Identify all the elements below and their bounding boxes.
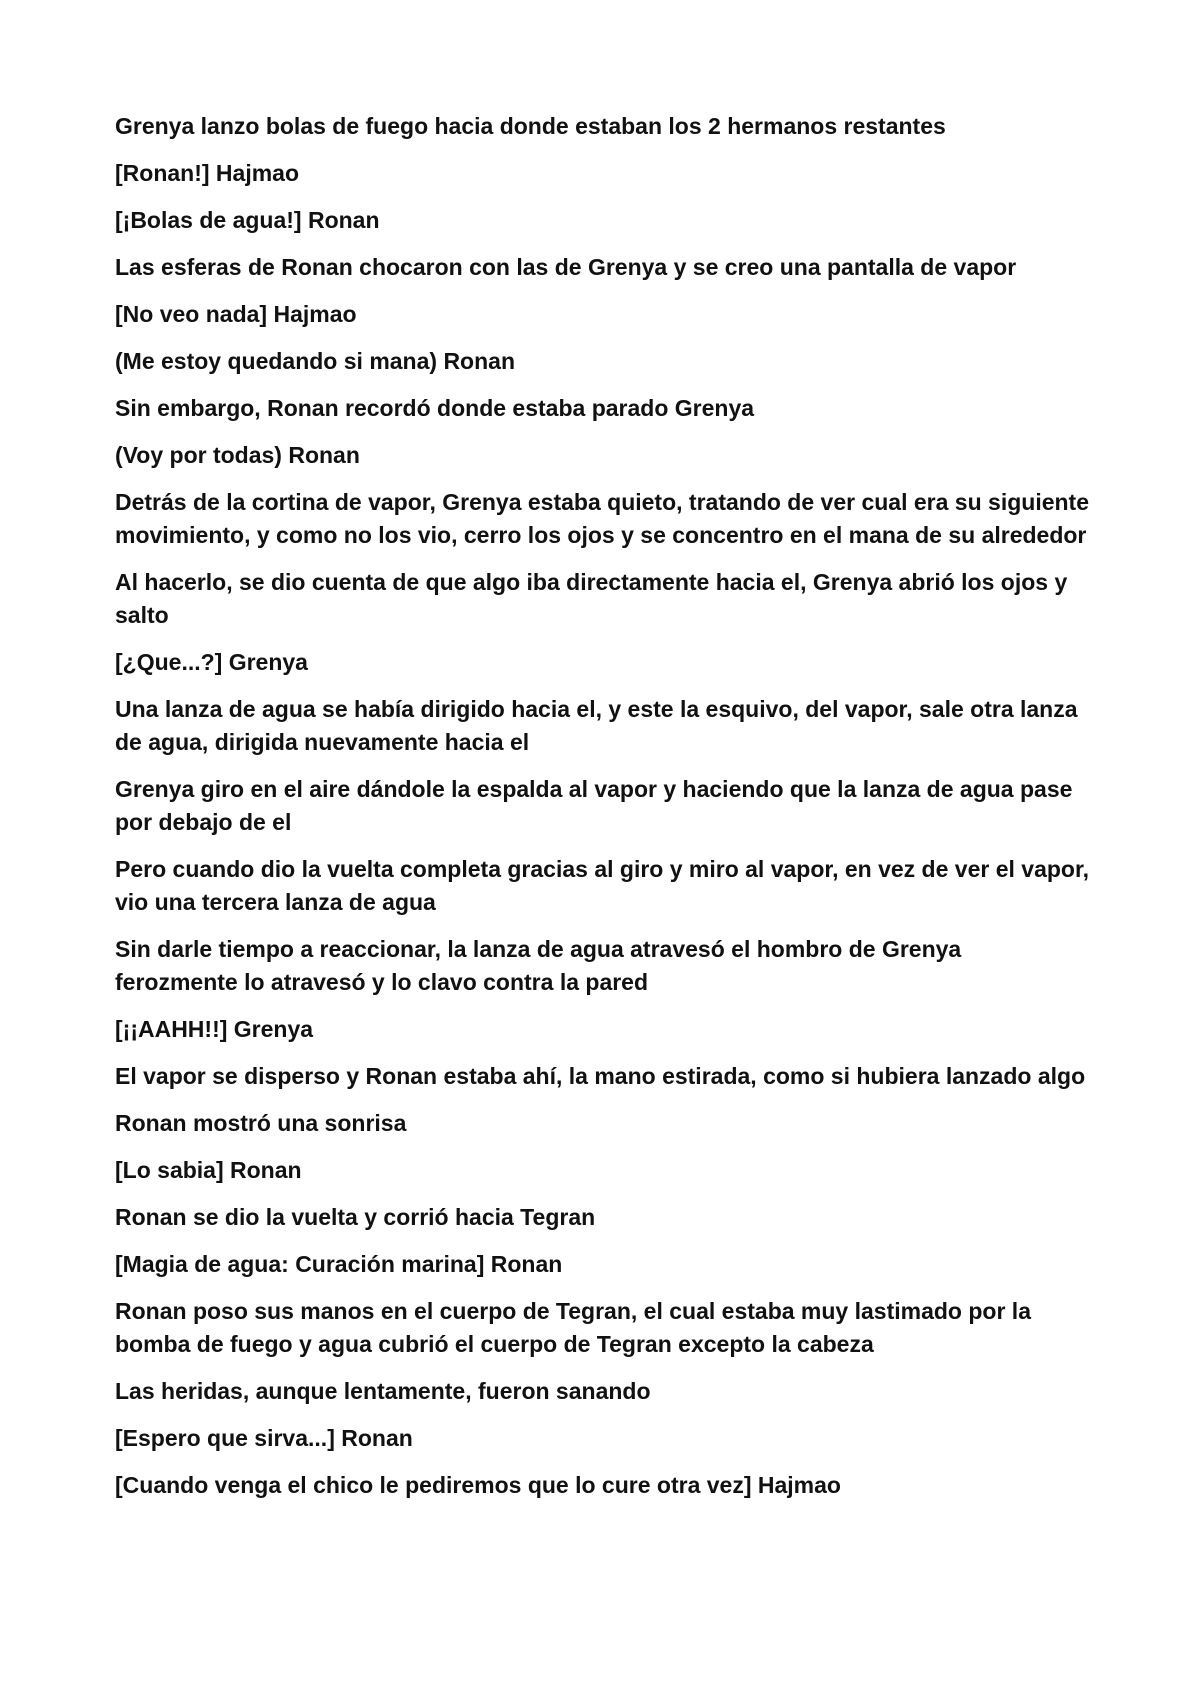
paragraph: Al hacerlo, se dio cuenta de que algo iba directamente hacia el, Grenya abrió los ojos y salto	[115, 569, 1068, 628]
paragraph: Ronan se dio la vuelta y corrió hacia Tegran	[115, 1204, 596, 1230]
paragraph: El vapor se disperso y Ronan estaba ahí, la mano estirada, como si hubiera lanzado algo	[115, 1063, 1086, 1089]
paragraph: [Espero que sirva...] Ronan	[115, 1425, 413, 1451]
paragraph: Grenya lanzo bolas de fuego hacia donde estaban los 2 hermanos restantes	[115, 113, 946, 139]
paragraph: [Lo sabia] Ronan	[115, 1157, 302, 1183]
paragraph: (Voy por todas) Ronan	[115, 442, 360, 468]
paragraph: [No veo nada] Hajmao	[115, 301, 357, 327]
paragraph: [¿Que...?] Grenya	[115, 649, 308, 675]
paragraph: [Magia de agua: Curación marina] Ronan	[115, 1251, 563, 1277]
paragraph: Las heridas, aunque lentamente, fueron sanando	[115, 1378, 651, 1404]
paragraph: [Cuando venga el chico le pediremos que lo cure otra vez] Hajmao	[115, 1472, 841, 1498]
paragraph: (Me estoy quedando si mana) Ronan	[115, 348, 515, 374]
paragraph: Ronan mostró una sonrisa	[115, 1110, 407, 1136]
paragraph: Una lanza de agua se había dirigido hacia el, y este la esquivo, del vapor, sale otra lanza de agua, dirigida nuevamente hacia el	[115, 696, 1078, 755]
paragraph: Las esferas de Ronan chocaron con las de Grenya y se creo una pantalla de vapor	[115, 254, 1017, 280]
paragraph: [¡¡AAHH!!] Grenya	[115, 1016, 314, 1042]
paragraph: Sin embargo, Ronan recordó donde estaba parado Grenya	[115, 395, 755, 421]
paragraph: Sin darle tiempo a reaccionar, la lanza de agua atravesó el hombro de Grenya ferozmente lo atravesó y lo clavo contra la pared	[115, 936, 962, 995]
paragraph: [¡Bolas de agua!] Ronan	[115, 207, 380, 233]
paragraph: Grenya giro en el aire dándole la espalda al vapor y haciendo que la lanza de agua pase por debajo de el	[115, 776, 1073, 835]
paragraph: Detrás de la cortina de vapor, Grenya estaba quieto, tratando de ver cual era su siguiente movimiento, y como no los vio, cerro los ojos y se concentro en el mana de su alrededor	[115, 489, 1089, 548]
paragraph: Pero cuando dio la vuelta completa gracias al giro y miro al vapor, en vez de ver el vapor, vio una tercera lanza de agua	[115, 856, 1090, 915]
paragraph: Ronan poso sus manos en el cuerpo de Tegran, el cual estaba muy lastimado por la bomba de fuego y agua cubrió el cuerpo de Tegran excepto la cabeza	[115, 1298, 1031, 1357]
paragraph: [Ronan!] Hajmao	[115, 160, 299, 186]
document-body	[115, 110, 1090, 1516]
